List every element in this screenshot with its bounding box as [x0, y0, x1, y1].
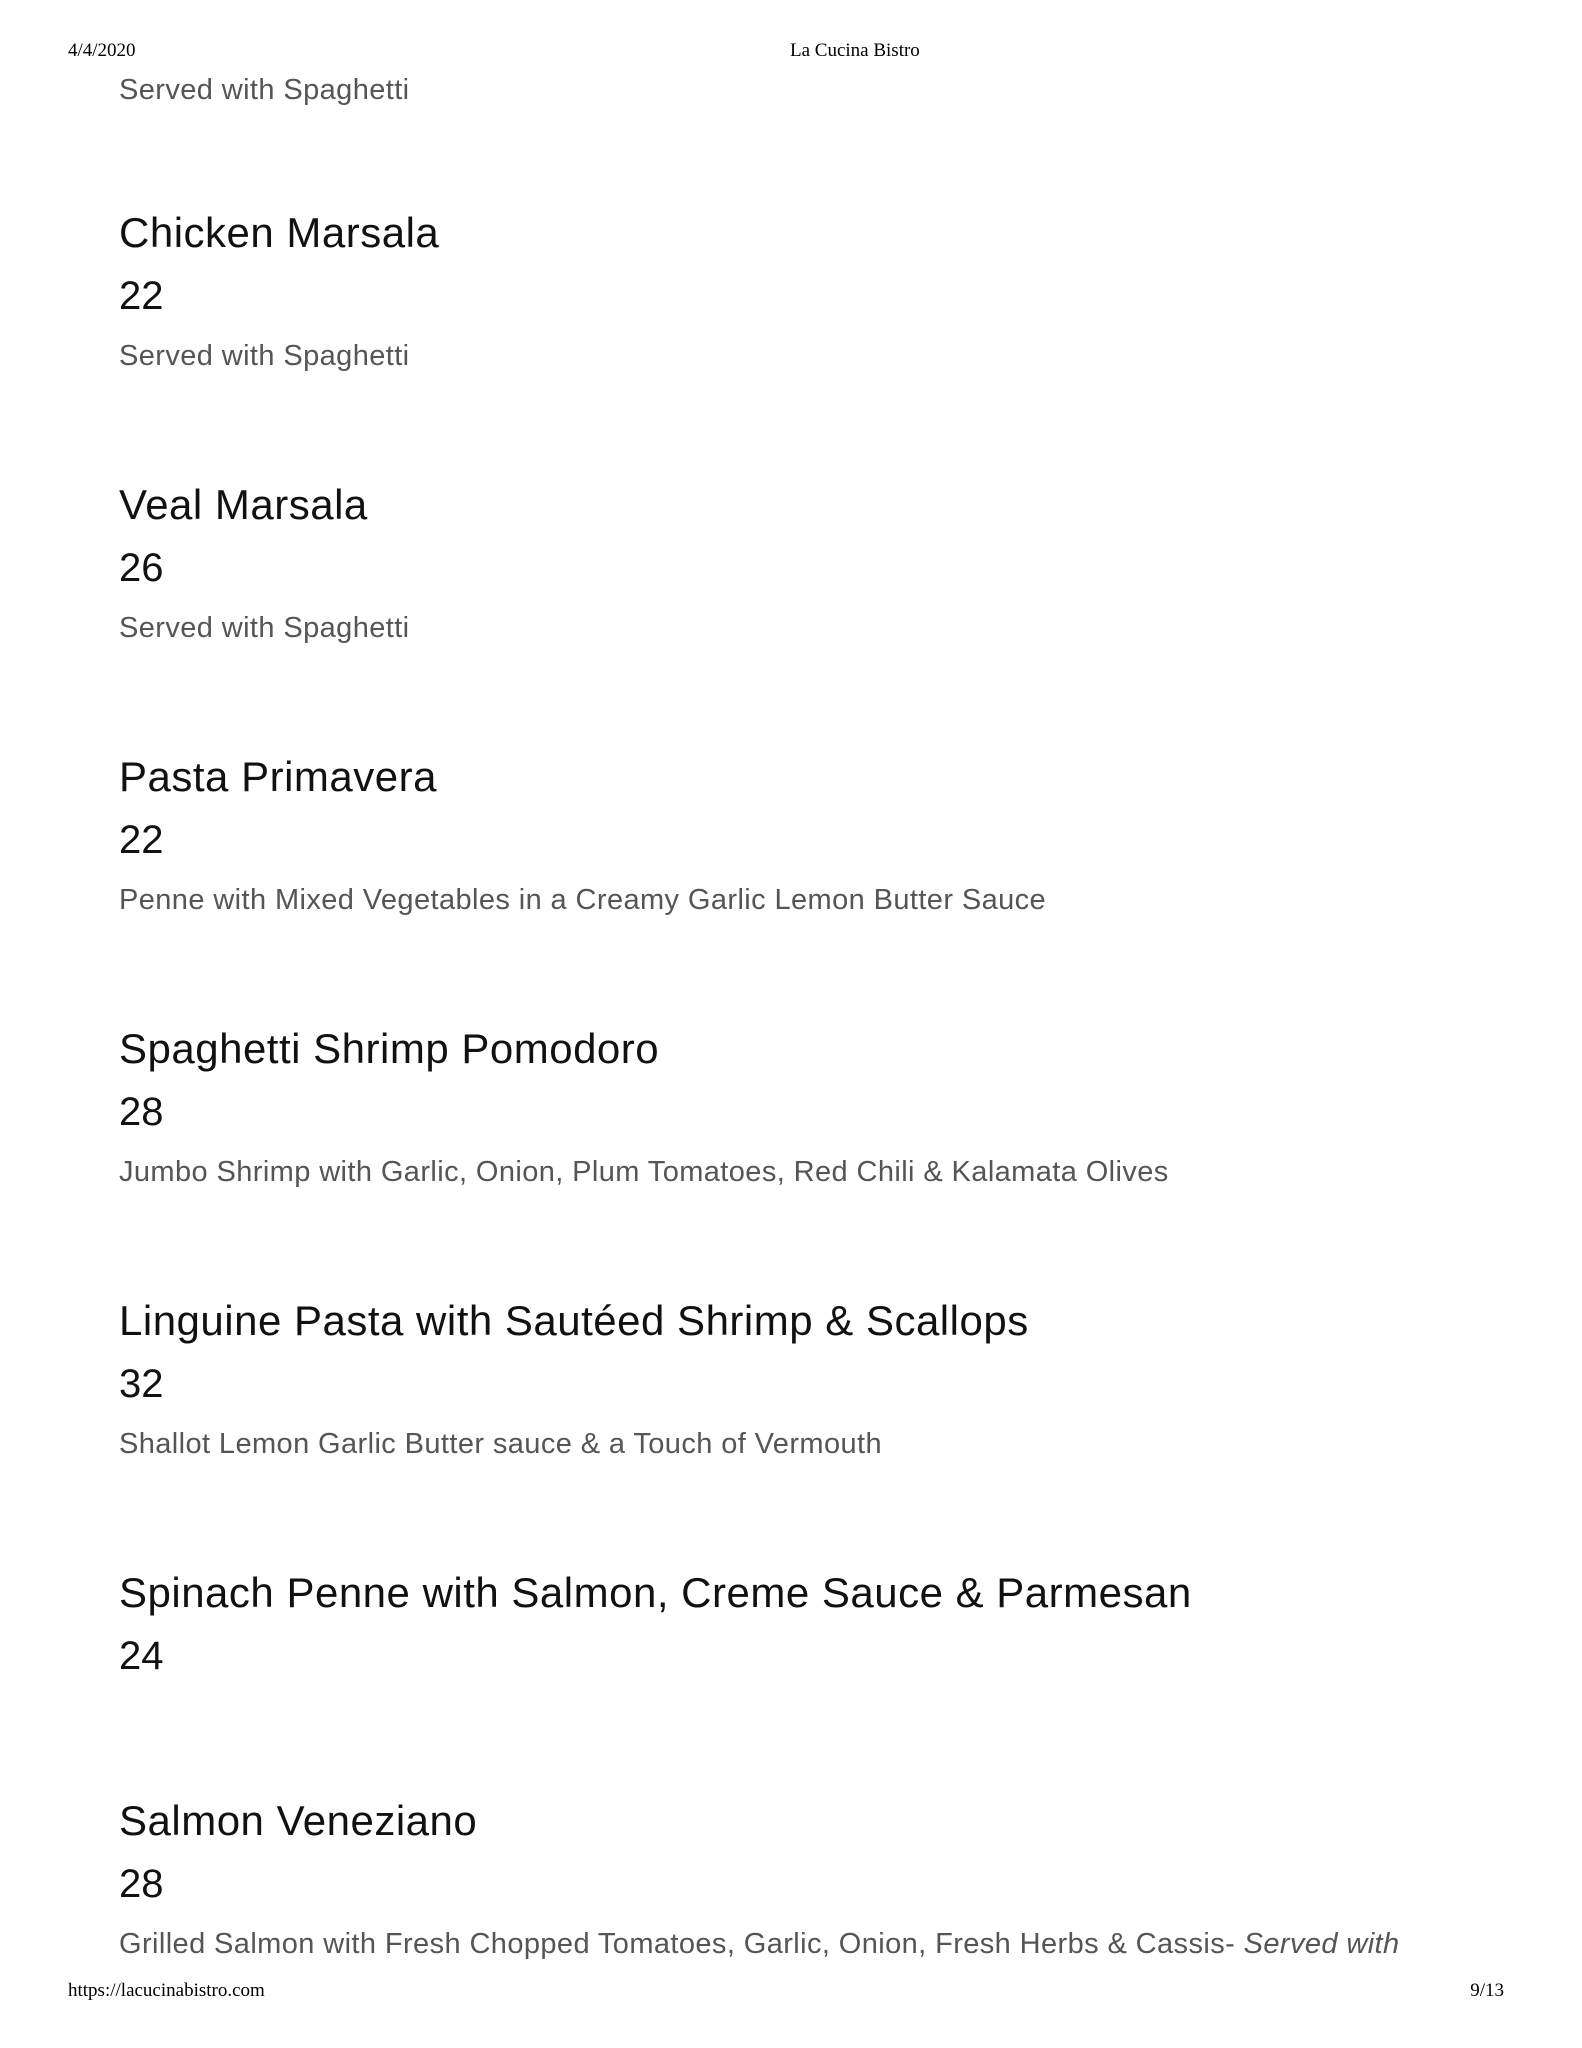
menu-item-spaghetti-shrimp-pomodoro: [119, 1025, 1519, 1188]
menu-item-price: 28: [119, 1862, 164, 1906]
menu-item-veal-marsala: [119, 481, 1519, 644]
menu-item-name: Pasta Primavera: [119, 753, 437, 800]
menu-item-spinach-penne-salmon: [119, 1569, 1519, 1678]
menu-item-name: Spinach Penne with Salmon, Creme Sauce & Parmesan: [119, 1569, 1192, 1616]
menu-list: [119, 209, 1519, 1960]
menu-item-serving-note: Served with: [1243, 1928, 1400, 1960]
menu-item-description: Served with Spaghetti: [119, 340, 410, 372]
menu-item-pasta-primavera: [119, 753, 1519, 916]
menu-item-price: 22: [119, 818, 164, 862]
menu-item-description: Served with Spaghetti: [119, 612, 410, 644]
menu-item-description: Shallot Lemon Garlic Butter sauce & a Touch of Vermouth: [119, 1428, 882, 1460]
menu-item-name: Veal Marsala: [119, 481, 368, 528]
page-number: 9/13: [1470, 1980, 1504, 2001]
menu-item-salmon-veneziano: [119, 1797, 1519, 1960]
document-title: La Cucina Bistro: [790, 40, 920, 61]
menu-item-chicken-marsala: [119, 209, 1519, 372]
menu-item-name: Spaghetti Shrimp Pomodoro: [119, 1025, 660, 1072]
page-url: https://lacucinabistro.com: [68, 1980, 265, 2001]
continued-item-description: Served with Spaghetti: [119, 74, 410, 106]
menu-item-price: 28: [119, 1090, 164, 1134]
menu-item-description: Jumbo Shrimp with Garlic, Onion, Plum Tomatoes, Red Chili & Kalamata Olives: [119, 1156, 1169, 1188]
menu-item-name: Linguine Pasta with Sautéed Shrimp & Scallops: [119, 1297, 1029, 1344]
menu-item-linguine-shrimp-scallops: [119, 1297, 1519, 1460]
menu-item-description-text: Grilled Salmon with Fresh Chopped Tomatoes, Garlic, Onion, Fresh Herbs & Cassis-: [119, 1928, 1244, 1960]
menu-item-price: 26: [119, 546, 164, 590]
menu-item-price: 24: [119, 1634, 164, 1678]
menu-item-name: Salmon Veneziano: [119, 1797, 478, 1844]
print-date: 4/4/2020: [68, 40, 136, 61]
menu-item-price: 22: [119, 274, 164, 318]
menu-item-description: [119, 1930, 1519, 1959]
menu-item-description: Penne with Mixed Vegetables in a Creamy Garlic Lemon Butter Sauce: [119, 884, 1047, 916]
menu-item-price: 32: [119, 1362, 164, 1406]
menu-item-name: Chicken Marsala: [119, 209, 440, 256]
